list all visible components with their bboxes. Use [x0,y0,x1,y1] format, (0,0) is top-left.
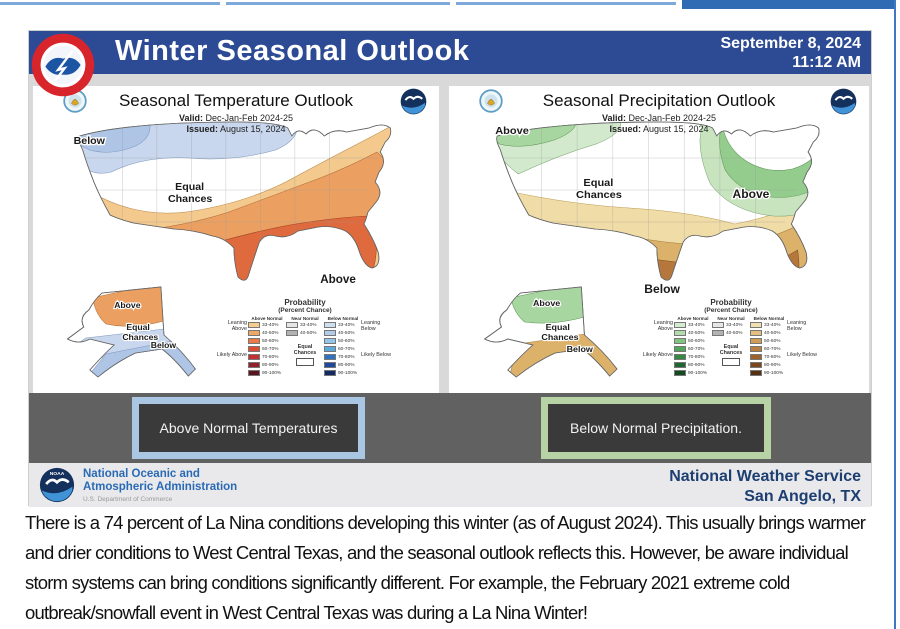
slide-header-bar [29,31,871,74]
legend-entry [712,322,750,328]
legend-swatch [674,354,686,360]
legend-swatch [674,330,686,336]
issued-value: August 15, 2024 [219,124,286,135]
legend-entry [324,330,362,336]
temperature-panel [33,86,439,393]
valid-value: Dec-Jan-Feb 2024-25 [205,113,294,123]
legend-entry [286,330,324,336]
legend-entry [248,330,286,336]
caption-line-1: There is a 74 percent of La Nina conditions developing this winter (as of August 2024). This usually brings warmer [25,512,866,533]
legend-entry [750,346,788,352]
legend-swatch [750,362,762,368]
legend-entry [324,322,362,328]
legend-range-label: 90-100% [338,370,358,376]
maps-area [29,74,871,393]
temp-label-below: Below [73,135,105,147]
precip-label-chances: Chances [576,189,622,201]
legend-swatch [712,330,724,336]
legend-equal-line2: Chances [293,350,317,357]
legend-range-label: 80-90% [688,362,705,368]
legend-likely-below: Likely Below [361,352,391,358]
legend-subtitle: (Percent Chance) [278,307,332,314]
legend-entry [750,354,788,360]
precipitation-legend [641,298,821,377]
legend-range-label: 33-40% [764,322,781,328]
legend-entry [674,346,712,352]
office-line1: National Weather Service [669,468,861,485]
legend-swatch [286,322,298,328]
precipitation-summary-box [541,397,771,459]
noaa-logo-icon [830,88,857,115]
legend-range-label: 50-60% [688,338,705,344]
legend-likely-above: Likely Above [642,352,673,358]
legend-swatch [248,354,260,360]
legend-entry [674,338,712,344]
legend-col-above: Above Normal [677,316,709,321]
legend-range-label: 40-50% [764,330,781,336]
valid-value: Dec-Jan-Feb 2024-25 [628,113,717,123]
legend-col-above: Above Normal [251,316,283,321]
slide-indicator-1[interactable] [0,2,220,5]
precip-label-nw-above: Above [495,125,529,137]
legend-leaning-below: Leaning Below [361,320,381,333]
legend-range-label: 70-80% [338,354,355,360]
outlook-slide [28,30,872,506]
legend-range-label: 33-40% [300,322,317,328]
legend-entry [324,338,362,344]
legend-range-label: 70-80% [262,354,279,360]
legend-entry [286,322,324,328]
temp-label-chances: Chances [167,193,213,205]
legend-col-near: Near Normal [291,316,319,321]
caption-line-4: outbreak/snowfall event in West Central Texas was during a La Nina Winter! [25,602,588,623]
slide-title: Winter Seasonal Outlook [115,35,470,67]
legend-range-label: 33-40% [688,322,705,328]
caption-line-2: and drier conditions to West Central Texas, and the seasonal outlook reflects this. However, be aware individual [25,542,848,563]
legend-col-near: Near Normal [717,316,745,321]
legend-swatch [750,330,762,336]
legend-equal-swatch [296,358,314,366]
slide-indicator-2[interactable] [226,2,450,5]
legend-range-label: 50-60% [338,338,355,344]
legend-swatch [674,362,686,368]
caption-line-3: storm systems can bring conditions significantly different. For example, the February 2021 extreme cold [25,572,790,593]
legend-row [641,369,821,377]
temp-ak-below: Below [150,340,177,350]
precipitation-panel-title: Seasonal Precipitation Outlook [542,91,776,110]
legend-range-label: 80-90% [338,362,355,368]
right-border-rule [894,0,896,629]
legend-swatch [712,322,724,328]
legend-entry [248,322,286,328]
temp-label-equal: Equal [175,181,205,193]
legend-entry [750,362,788,368]
legend-range-label: 60-70% [338,346,355,352]
legend-range-label: 50-60% [764,338,781,344]
legend-subtitle: (Percent Chance) [704,307,758,314]
noaa-logo-icon [400,88,427,115]
legend-swatch [750,370,762,376]
temperature-legend [215,298,395,377]
legend-swatch [674,370,686,376]
temperature-summary-box [132,397,365,459]
legend-swatch [324,362,336,368]
legend-equal-line1: Equal [297,344,313,350]
legend-swatch [674,346,686,352]
legend-swatch [750,322,762,328]
agency-block [83,468,237,504]
legend-leaning-below: Leaning Below [787,320,807,333]
legend-entry [674,354,712,360]
legend-swatch [750,338,762,344]
precip-label-below: Below [644,283,680,296]
legend-swatch [248,322,260,328]
legend-entry [324,354,362,360]
legend-entry [324,362,362,368]
agency-line1: National Oceanic and [83,468,200,480]
precip-ak-chances: Chances [541,332,579,342]
legend-leaning-above: Leaning Above [653,320,673,333]
legend-range-label: 70-80% [764,354,781,360]
legend-entry [674,330,712,336]
legend-range-label: 40-50% [262,330,279,336]
legend-entry [248,370,286,376]
legend-range-label: 60-70% [764,346,781,352]
precip-label-east-above: Above [732,188,770,201]
summary-band [29,393,871,463]
legend-range-label: 33-40% [726,322,743,328]
legend-entry [324,346,362,352]
legend-range-label: 40-50% [300,330,317,336]
legend-entry [750,322,788,328]
legend-likely-below: Likely Below [787,352,817,358]
legend-range-label: 70-80% [688,354,705,360]
temperature-summary-text: Above Normal Temperatures [159,420,338,436]
issued-value: August 15, 2024 [642,124,709,135]
legend-title: Probability [710,298,752,307]
legend-range-label: 40-50% [688,330,705,336]
legend-equal-line1: Equal [723,344,739,350]
slide-date: September 8, 2024 [720,35,861,52]
legend-swatch [750,346,762,352]
legend-swatch [248,362,260,368]
legend-entry [750,338,788,344]
legend-range-label: 50-60% [262,338,279,344]
legend-title: Probability [284,298,326,307]
legend-swatch [324,370,336,376]
legend-swatch [248,330,260,336]
agency-line2: Atmospheric Administration [83,481,238,494]
office-line2: San Angelo, TX [744,488,861,505]
legend-range-label: 60-70% [262,346,279,352]
legend-entry [750,370,788,376]
office-block [669,467,861,507]
legend-swatch [248,346,260,352]
legend-entry [674,362,712,368]
slide-indicator-4-active[interactable] [682,0,894,9]
legend-leaning-above: Leaning Above [227,320,247,333]
legend-entry [248,354,286,360]
legend-swatch [324,354,336,360]
temp-label-above: Above [320,274,356,286]
slide-datetime [720,34,861,72]
legend-entry [674,322,712,328]
legend-range-label: 80-90% [262,362,279,368]
agency-line3: U.S. Department of Commerce [83,496,173,504]
legend-entry [248,346,286,352]
legend-swatch [674,322,686,328]
nws-logo-icon [31,33,95,97]
legend-swatch [750,354,762,360]
slide-indicator-3[interactable] [456,2,676,5]
legend-entry [248,338,286,344]
temp-ak-above: Above [114,300,141,310]
legend-swatch [286,330,298,336]
legend-equal-swatch [722,358,740,366]
legend-swatch [324,346,336,352]
legend-swatch [324,330,336,336]
legend-swatch [674,338,686,344]
legend-swatch [248,370,260,376]
precip-ak-equal: Equal [545,322,570,332]
temp-ak-equal: Equal [126,322,150,332]
legend-range-label: 90-100% [262,370,282,376]
legend-range-label: 60-70% [688,346,705,352]
legend-entry [712,330,750,336]
legend-range-label: 40-50% [726,330,743,336]
temperature-panel-title: Seasonal Temperature Outlook [118,91,354,110]
legend-range-label: 40-50% [338,330,355,336]
legend-range-label: 90-100% [688,370,708,376]
caption-paragraph [25,508,885,628]
noaa-logo-text: NOAA [49,472,65,478]
commerce-seal-icon [479,89,503,113]
legend-entry [248,362,286,368]
slide-footer [29,463,871,507]
legend-equal-line2: Chances [719,350,743,357]
valid-label: Valid: [601,113,626,123]
precipitation-valid-issued [449,113,869,136]
legend-equal-chances [712,344,750,366]
legend-range-label: 80-90% [764,362,781,368]
legend-col-below: Below Normal [327,316,359,321]
slide-time: 11:12 AM [792,54,861,72]
precip-label-equal: Equal [583,177,614,189]
legend-range-label: 90-100% [764,370,784,376]
legend-col-below: Below Normal [753,316,785,321]
legend-swatch [324,322,336,328]
issued-label: Issued: [609,124,641,135]
issued-label: Issued: [186,124,218,135]
legend-equal-chances [286,344,324,366]
legend-row [215,369,395,377]
precip-ak-below: Below [566,344,593,354]
temp-ak-chances: Chances [122,332,159,342]
legend-entry [324,370,362,376]
temperature-valid-issued [33,113,439,136]
legend-swatch [324,338,336,344]
noaa-footer-logo-icon [39,467,75,503]
legend-entry [674,370,712,376]
legend-entry [750,330,788,336]
precipitation-panel [449,86,869,393]
legend-swatch [248,338,260,344]
precipitation-summary-text: Below Normal Precipitation. [570,420,742,436]
legend-likely-above: Likely Above [216,352,247,358]
precip-ak-above: Above [533,298,561,308]
legend-range-label: 33-40% [262,322,279,328]
legend-range-label: 33-40% [338,322,355,328]
valid-label: Valid: [178,113,203,123]
